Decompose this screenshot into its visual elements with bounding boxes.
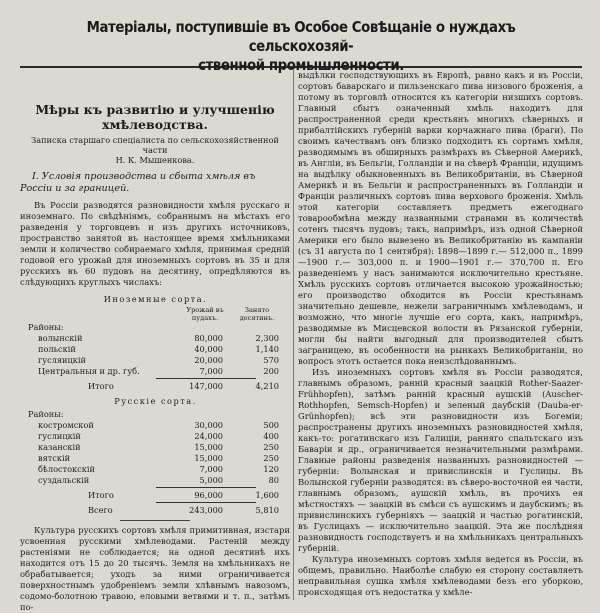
page-title-line-2: ственной промышленности. xyxy=(198,56,404,74)
russian-rows xyxy=(28,420,283,486)
foreign-total-yield: 147,000 xyxy=(189,381,223,391)
page-header xyxy=(20,4,582,74)
table-row xyxy=(28,475,283,486)
table-column-headers xyxy=(28,307,283,322)
grand-total-yield: 243,000 xyxy=(189,505,223,515)
table-row xyxy=(28,420,283,431)
grand-total-row xyxy=(28,505,283,516)
grand-sum-rule xyxy=(156,502,256,503)
page-title xyxy=(59,18,542,75)
yield-value: 7,000 xyxy=(199,464,223,474)
foreign-varieties-heading: Иноземные сорта. xyxy=(103,294,208,304)
area-value: 250 xyxy=(263,442,279,452)
page-title-line-1: Матеріалы, поступившіе въ Особое Совѣщаніе о нуждахъ сельскохозяй- xyxy=(86,18,516,55)
yield-value: 5,000 xyxy=(199,475,223,485)
col-header-yield: Урожай въ пудахъ. xyxy=(186,306,224,322)
area-value: 80 xyxy=(268,475,279,485)
region-name: суздальскій xyxy=(38,475,90,485)
hops-table xyxy=(28,294,283,516)
left-column xyxy=(20,96,290,612)
foreign-sum-rule xyxy=(156,378,256,379)
column-divider xyxy=(293,70,294,600)
col-header-area: Занято десятинъ. xyxy=(239,306,275,322)
table-row xyxy=(28,464,283,475)
foreign-total-label: Итого xyxy=(88,381,114,391)
region-name: волынскій xyxy=(38,333,83,343)
area-value: 1,140 xyxy=(255,344,279,354)
area-value: 200 xyxy=(263,366,279,376)
table-row xyxy=(28,431,283,442)
russian-total-area: 1,600 xyxy=(255,490,279,500)
paragraph-culture: Культура русскихъ сортовъ хмѣля примитивная, изстари усвоенная русскими хмѣлеводами. Растеній между растеніями не соблюдается; на одной десятинѣ ихъ находится отъ 15 до 20 тысячъ. Земля на хмѣльникахъ не обрабатывается; уходъ за ними ограничивается поверхностнымъ удобреніемъ земли хлѣвнымъ навозомъ, содомо-болотною травою, еловыми ветвями и т. п., затѣмъ по- xyxy=(20,525,290,612)
area-value: 570 xyxy=(263,355,279,365)
foreign-total-area: 4,210 xyxy=(255,381,279,391)
section-heading: I. Условія производства и сбыта хмѣля въ Россіи и за границей. xyxy=(20,171,256,194)
yield-value: 30,000 xyxy=(194,420,223,430)
area-value: 250 xyxy=(263,453,279,463)
paragraph-foreign-culture: Культура иноземныхъ сортовъ хмѣля ведется въ Россіи, въ общемъ, правильно. Наиболѣе слабую ея сторону составляетъ неправильная сушка хмѣля хмѣлеводами безъ его уборкою, происходящая отъ недостатка у хмѣле- xyxy=(298,554,583,597)
region-name: костромской xyxy=(38,420,94,430)
regions-label-row xyxy=(28,322,283,333)
russian-total-row xyxy=(28,490,283,501)
area-value: 400 xyxy=(263,431,279,441)
table-row xyxy=(28,355,283,366)
regions-label: Районы: xyxy=(28,322,64,332)
region-name: вятскій xyxy=(38,453,71,463)
yield-value: 24,000 xyxy=(194,431,223,441)
russian-total-yield: 96,000 xyxy=(194,490,223,500)
byline-line-1: Записка старшаго спеціалиста по сельскохозяйственной части xyxy=(31,135,279,155)
area-value: 2,300 xyxy=(255,333,279,343)
yield-value: 20,000 xyxy=(194,355,223,365)
table-row xyxy=(28,442,283,453)
article-byline xyxy=(20,135,290,165)
area-value: 500 xyxy=(263,420,279,430)
russian-total-label: Итого xyxy=(88,490,114,500)
table-row xyxy=(28,333,283,344)
region-name: гуслицкій xyxy=(38,431,81,441)
foreign-total-row xyxy=(28,381,283,392)
russian-varieties-heading: Русскіе сорта. xyxy=(114,396,197,406)
region-name: казанскій xyxy=(38,442,81,452)
table-row xyxy=(28,453,283,464)
table-row xyxy=(28,344,283,355)
paragraph-continued: выдѣлки господствующихъ въ Европѣ, равно какъ и въ Россіи, сортовъ баварскаго и пильзенскаго пива низового броженія, а потому въ торговлѣ относится къ категоріи низшихъ сортовъ. Главный сбытъ означенный хмѣль находитъ для распространенной среди крестьянъ многихъ сѣверныхъ и прибалтійскихъ губерній варки корчажнаго пива (браги). По своимъ качествамъ онъ близко подходитъ къ сортамъ хмѣля, разводимымъ въ обширныхъ размѣрахъ въ Сѣверной Америкѣ, въ Англіи, въ Бельгіи, Голландіи и на сѣверѣ Франціи, идущимъ на выдѣлку обыкновенныхъ въ Великобританіи, въ Сѣверной Америкѣ и въ Бельгіи и распространенныхъ въ Голландіи и Франціи различныхъ сортовъ пива верхового броженія. Хмѣль этой категоріи составляетъ предметъ ежегоднаго товарообмѣна между названными странами въ количествѣ сотенъ тысячъ пудовъ; такъ, напримѣръ, изъ одной Сѣверной Америки его было вывезено въ Великобританію въ кампаніи (съ 31 августа по 1 сентября): 1898—1899 г.— 512,000 п., 1899—1900 г.— 303,000 п. и 1900—1901 г.— 370,700 п. Его разведеніемъ у насъ занимаются исключительно крестьяне. Хмѣль русскихъ сортовъ отличается высокою урожайностью; его производство обходится въ Россіи крестьянамъ значительно дешевле, нежели заграничнымъ хмѣлеводамъ, и возможно, что многіе лучшіе его сорта, какъ, напримѣръ, разводимые въ Мисцевской волости въ Рязанской губерніи, могли бы найти выгодный для производителей сбытъ заграницею, въ особенности на рынкахъ Великобританіи, но вопросъ этотъ остается пока неизслѣдованнымъ. xyxy=(298,70,583,366)
region-name: польскій xyxy=(38,344,76,354)
yield-value: 15,000 xyxy=(194,453,223,463)
yield-value: 15,000 xyxy=(194,442,223,452)
grand-total-label: Всего xyxy=(88,505,113,515)
regions-label-row-2 xyxy=(28,409,283,420)
region-name: гусляицкій xyxy=(38,355,86,365)
area-value: 120 xyxy=(263,464,279,474)
foreign-rows xyxy=(28,333,283,377)
paragraph-foreign-varieties: Изъ иноземныхъ сортовъ хмѣля въ Россіи разводятся, главнымъ образомъ, ранній красный заацкій Rother-Saazer-Frühhopfen), затѣмъ ранній красный аушскій (Auscher-Rothhopfen, Semsch-Hopfen) и зеленый даубскій (Dauba-er-Grünhopfen); всѣ эти разновидности изъ Богеміи; распространены другихъ иноземныхъ разновидностей хмѣля, какъ-то: рогатинскаго изъ Галиціи, ранняго спальтскаго изъ Баваріи и др., ограничивается незначительными размѣрами. Главные районы разведенія названныхъ разновидностей — губерніи: Волынская и привислинскія и Гуслицы. Въ Волынской губерніи разводятся: въ сѣверо-восточной ея части, главнымъ образомъ, аушскій хмѣль, въ прочихъ ея мѣстностяхъ — заацкій въ смѣси съ аушскимъ и даубскимъ; въ привислинскихъ губерніяхъ — заацкій и частью рогатинскій, въ Гуслицахъ — исключительно заацкій. Эта же послѣдняя разновидность господствуетъ и на хмѣльникахъ центральныхъ губерній. xyxy=(298,367,583,553)
table-row xyxy=(28,366,283,377)
region-name: бѣлостокскій xyxy=(38,464,95,474)
regions-label: Районы: xyxy=(28,409,64,419)
right-column xyxy=(298,70,583,600)
region-name: Центральныя и др. губ. xyxy=(38,366,140,376)
grand-total-area: 5,810 xyxy=(255,505,279,515)
byline-line-2: Н. К. Мышенкова. xyxy=(115,155,195,165)
article-title: Мѣры къ развитію и улучшенію хмѣлеводства. xyxy=(35,102,275,132)
yield-value: 7,000 xyxy=(199,366,223,376)
paragraph-intro: Въ Россіи разводятся разновидности хмѣля русскаго и иноземнаго. По свѣдѣніямъ, собраннымъ на мѣстахъ его разведенія у торговцевъ и изъ другихъ источниковъ, пространство занятой въ настоящее время хмѣльниками земли и количество собираемаго хмѣля, принимая средній годовой его урожай для иноземныхъ сортовъ въ 35 и для русскихъ въ 60 пудовъ на десятину, опредѣляются въ слѣдующихъ круглыхъ числахъ: xyxy=(20,200,290,287)
yield-value: 80,000 xyxy=(194,333,223,343)
russian-sum-rule xyxy=(156,487,256,488)
yield-value: 40,000 xyxy=(194,344,223,354)
section-rule xyxy=(120,520,190,521)
